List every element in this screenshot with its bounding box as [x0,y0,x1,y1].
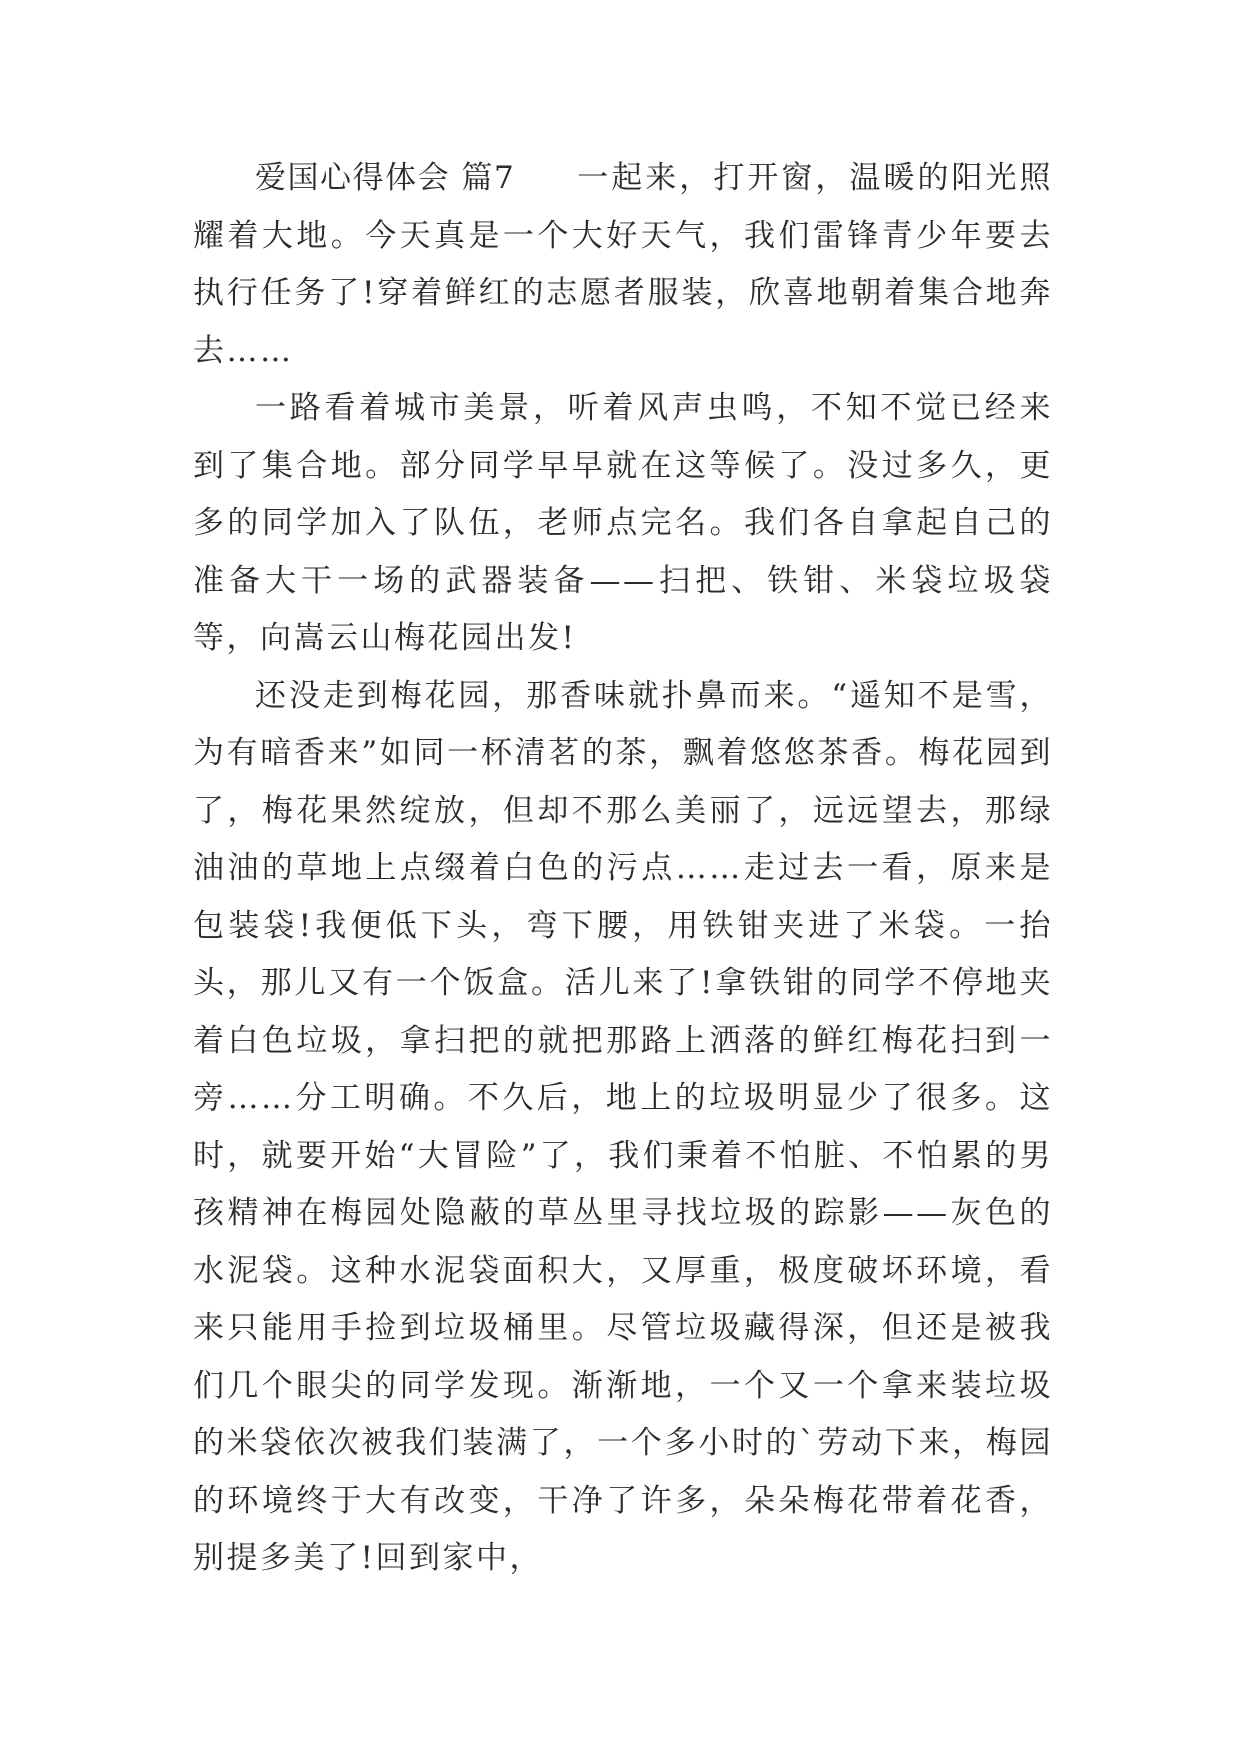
section-title: 爱国心得体会 篇7 [255,160,515,196]
paragraph-1-text: 一起来，打开窗，温暖的阳光照耀着大地。今天真是一个大好天气，我们雷锋青少年要去执行任务了!穿着鲜红的志愿者服装，欣喜地朝着集合地奔去…… [193,160,1054,369]
paragraph-3: 还没走到梅花园，那香味就扑鼻而来。“遥知不是雪，为有暗香来”如同一杯清茗的茶，飘着悠悠茶香。梅花园到了，梅花果然绽放，但却不那么美丽了，远远望去，那绿油油的草地上点缀着白色的污点……走过去一看，原来是包装袋!我便低下头，弯下腰，用铁钳夹进了米袋。一抬头，那儿又有一个饭盒。活儿来了!拿铁钳的同学不停地夹着白色垃圾，拿扫把的就把那路上洒落的鲜红梅花扫到一旁……分工明确。不久后，地上的垃圾明显少了很多。这时，就要开始“大冒险”了，我们秉着不怕脏、不怕累的男孩精神在梅园处隐蔽的草丛里寻找垃圾的踪影——灰色的水泥袋。这种水泥袋面积大，又厚重，极度破坏环境，看来只能用手捡到垃圾桶里。尽管垃圾藏得深，但还是被我们几个眼尖的同学发现。渐渐地，一个又一个拿来装垃圾的米袋依次被我们装满了，一个多小时的`劳动下来，梅园的环境终于大有改变，干净了许多，朵朵梅花带着花香，别提多美了!回到家中， [193,677,1053,1576]
paragraph-2: 一路看着城市美景，听着风声虫鸣，不知不觉已经来到了集合地。部分同学早早就在这等候了。没过多久，更多的同学加入了队伍，老师点完名。我们各自拿起自己的准备大干一场的武器装备——扫把、铁钳、米袋垃圾袋等，向嵩云山梅花园出发! [193,390,1053,656]
paragraph-1 [193,150,1053,380]
document-page [193,150,1053,1588]
